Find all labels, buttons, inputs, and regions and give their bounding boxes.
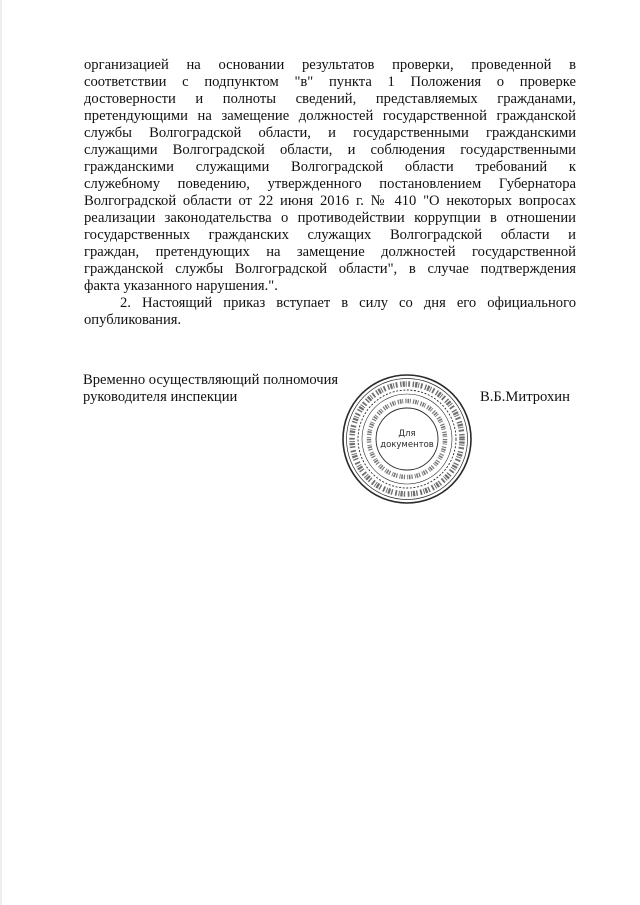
paragraph-line: претендующими на замещение должностей государственной гражданской xyxy=(84,108,576,124)
paragraph-line: службы Волгоградской области, и государственными гражданскими xyxy=(84,125,576,141)
paragraph-line: достоверности и полноты сведений, представляемых гражданами, xyxy=(84,91,576,107)
paragraph-line: факта указанного нарушения.". xyxy=(84,278,278,294)
paragraph-line: Волгоградской области от 22 июня 2016 г. № 410 "О некоторых вопросах xyxy=(84,193,576,209)
paragraph-line: опубликования. xyxy=(84,312,182,328)
paragraph-line: служебному поведению, утвержденного постановлением Губернатора xyxy=(84,176,576,192)
signatory-position: руководителя инспекции xyxy=(83,389,238,405)
signatory-position: Временно осуществляющий полномочия xyxy=(83,372,339,388)
seal-center-text: документов xyxy=(380,440,434,450)
seal-center-text: Для xyxy=(398,429,416,439)
official-seal xyxy=(340,372,474,506)
paragraph-line: реализации законодательства о противодействии коррупции в отношении xyxy=(84,210,576,226)
page-edge xyxy=(0,0,2,905)
paragraph-line: служащими Волгоградской области, и соблюдения государственными xyxy=(84,142,576,158)
paragraph-line: гражданской службы Волгоградской области", в случае подтверждения xyxy=(84,261,576,277)
paragraph-line: граждан, претендующих на замещение должностей государственной xyxy=(84,244,576,260)
paragraph-line: организацией на основании результатов проверки, проведенной в xyxy=(84,57,576,73)
paragraph-line: государственных гражданских служащих Волгоградской области и xyxy=(84,227,576,243)
paragraph-line: соответствии с подпунктом "в" пункта 1 Положения о проверке xyxy=(84,74,576,90)
signatory-name: В.Б.Митрохин xyxy=(480,389,570,405)
paragraph-line: 2. Настоящий приказ вступает в силу со дня его официального xyxy=(120,295,576,311)
paragraph-line: гражданскими служащими Волгоградской области требований к xyxy=(84,159,576,175)
